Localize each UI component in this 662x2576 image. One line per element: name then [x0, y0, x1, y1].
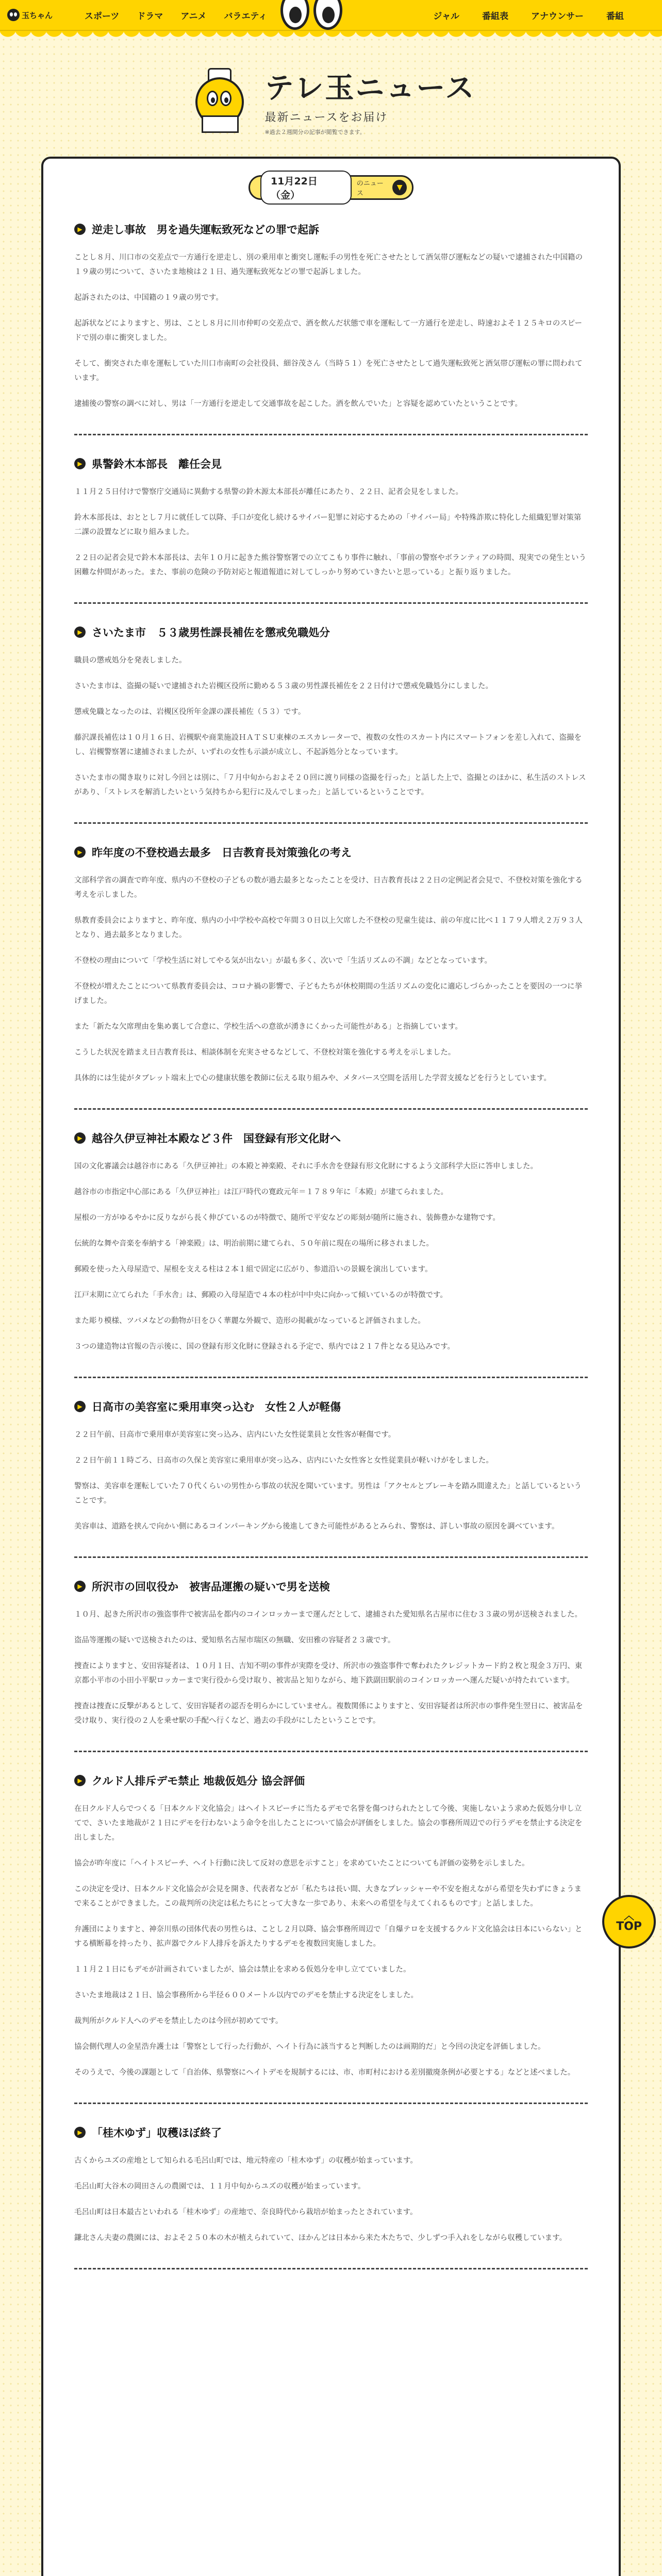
article-title: 日高市の美容室に乗用車突っ込む 女性２人が軽傷 — [92, 1401, 341, 1413]
article-paragraph: ２２日午前１１時ごろ、日高市の久保と美容室に乗用車が突っ込み、店内にいた女性客と女性従業員が軽いけがをしました。 — [74, 1456, 493, 1465]
article-paragraph: 警察は、美容車を運転していた７０代くらいの男性から事故の状況を聞いています。男性は「アクセルとブレーキを踏み間違えた」と話しているということです。 — [74, 1482, 582, 1505]
top-navigation-bar — [0, 0, 662, 31]
article-paragraph: 鈴木本部長は、おととし７月に就任して以降、手口が変化し続けるサイバー犯罪に対応するための「サイバー局」や特殊詐欺に特化した組織犯罪対策第二課の設置などに取り組みました。 — [74, 514, 582, 536]
article-title: 「桂木ゆず」収穫ほぼ終了 — [92, 2127, 222, 2139]
mascot-eyes-icon — [280, 0, 342, 30]
back-to-top-button[interactable] — [602, 1895, 656, 1948]
article-paragraph: ことし８月、川口市の交差点で一方通行を逆走し、別の乗用車と衝突し運転手の男性を死亡させたとして酒気帯び運転などの疑いで逮捕された中国籍の１９歳の男について、さいたま地検は２１日、過失運転致死などの罪で起訴しました。 — [74, 253, 583, 276]
page-subtitle: 最新ニュースをお届け — [264, 111, 388, 124]
article-paragraph: 協会側代理人の金星浩弁護士は「警察として行った行動が、ヘイト行為に該当すると判断したのは画期的だ」と今回の決定を評価しました。 — [74, 2043, 545, 2051]
article-paragraph: 文部科学省の調査で昨年度、県内の不登校の子どもの数が過去最多となったことを受け、日吉教育長は２２日の定例記者会見で、不登校対策を強化する考えを示しました。 — [74, 876, 583, 899]
article-title: 逆走し事故 男を過失運転致死などの罪で起訴 — [92, 224, 319, 236]
article-paragraph: 裁判所がクルド人へのデモを禁止したのは今回が初めてです。 — [74, 2017, 283, 2025]
article-paragraph: 職員の懲戒処分を発表しました。 — [74, 656, 187, 665]
article-paragraph: 起訴されたのは、中国籍の１９歳の男です。 — [74, 294, 223, 302]
news-article — [74, 1571, 588, 1752]
news-article — [74, 837, 588, 1110]
back-to-top-label: TOP — [616, 1920, 642, 1933]
news-article — [74, 1123, 588, 1378]
article-heading[interactable] — [74, 1399, 588, 1414]
play-arrow-icon: ▶ — [74, 458, 86, 469]
play-arrow-icon: ▶ — [74, 224, 86, 235]
article-paragraph: 美容車は、道路を挟んで向かい側にあるコインパーキングから後進してきた可能性があるとみられ、警察は、詳しい事故の原因を調べています。 — [74, 1522, 559, 1531]
article-heading[interactable] — [74, 1773, 588, 1788]
news-article — [74, 2117, 588, 2269]
header-wave-divider — [0, 31, 662, 46]
article-paragraph: 捜査は捜査に反撃があるとして、安田容疑者の認否を明らかにしていません。複数関係によりますと、安田容疑者は所沢市の事件発生翌日に、被害品を受け取り、実行役の２人を乗せ駅の手配へ行くなど、過去の手段がにしたということです。 — [74, 1702, 583, 1725]
article-paragraph: 江戸末期に立てられた「手水舎」は、郵殿の入母屋造で４本の柱が中中央に向かって傾いているのが特徴です。 — [74, 1291, 448, 1299]
article-title: 所沢市の回収役か 被害品運搬の疑いで男を送検 — [92, 1581, 330, 1593]
article-paragraph: 捜査によりますと、安田容疑者は、１０月１日、吉知不明の事件が実際を受け、所沢市の強盗事件で奪われたクレジットカード約２枚と現金３万円、東京都小平市の小田小平駅ロッカーまで実行役から受け取り、被害品と知りながら、地下鉄副田駅前のコインロッカーへ運んだ疑いが持たれています。 — [74, 1662, 583, 1685]
nav-item-drama[interactable]: ドラマ — [137, 11, 163, 22]
article-paragraph: 在日クルド人らでつくる「日本クルド文化協会」はヘイトスピーチに当たるデモで名誉を傷つけられたとして今後、実施しないよう求めた仮処分申し立てで、さいたま地裁が２１日にデモを行わないよう命令を出したことについて協会が評価をしました。協会の事務所周辺での行うデモを禁止する決定を出しました。 — [74, 1805, 583, 1842]
nav-item-announcer[interactable]: アナウンサー — [531, 11, 584, 22]
archive-note: ※過去２週間分の記事が閲覧できます。 — [264, 128, 366, 135]
nav-item-anime[interactable]: アニメ — [180, 11, 207, 22]
news-article — [74, 1392, 588, 1558]
mascot-newspaper-icon — [186, 62, 253, 139]
site-logo-label: 玉ちゃん — [22, 10, 53, 20]
play-arrow-icon: ▶ — [74, 626, 86, 638]
article-paragraph: 逮捕後の警察の調べに対し、男は「一方通行を逆走して交通事故を起こした。酒を飲んでいた」と容疑を認めていたということです。 — [74, 400, 522, 408]
article-paragraph: ２２日の記者会見で鈴木本部長は、去年１０月に起きた熊谷警察署での立てこもり事件に触れ、「事前の警察やボランティアの時間、現実での発生という困難な仲間があった。また、事前の危険の予防対応と報道報道に対してしっかり努めていきたいと思っている」と振り返りました。 — [74, 554, 586, 577]
news-panel — [41, 157, 621, 2576]
article-paragraph: こうした状況を踏まえ日吉教育長は、相談体制を充実させるなどして、不登校対策を強化する考えを示しました。 — [74, 1048, 456, 1057]
article-paragraph: この決定を受け、日本クルド文化協会が会見を開き、代表者などが「私たちは長い間、大きなプレッシャーや不安を抱えながら希望を失わずにきょうまで来ることができました。この裁判所の決定は私たちにとって大きな一歩であり、未来への希望を与えてくれるものです」と話しました。 — [74, 1885, 582, 1908]
article-paragraph: 起訴状などによりますと、男は、ことし８月に川市仲町の交差点で、酒を飲んだ状態で車を運転して一方通行を逆走し、時速およそ１２５キロのスピードで別の車に衝突しました。 — [74, 319, 583, 342]
article-paragraph: さいたま地裁は２１日、協会事務所から半径６００メートル以内でのデモを禁止する決定をしました。 — [74, 1991, 418, 1999]
nav-item-variety[interactable]: バラエティ — [224, 11, 268, 22]
article-paragraph: ２２日午前、日高市で乗用車が美容室に突っ込み、店内にいた女性従業員と女性客が軽傷です。 — [74, 1431, 396, 1439]
nav-right — [433, 9, 624, 22]
page-hero — [0, 46, 662, 157]
article-paragraph: 不登校が増えたことについて県教育委員会は、コロナ禍の影響で、子どもたちが休校期間の生活リズムの変化に適応しづらかったことを要因の一つに挙げました。 — [74, 982, 583, 1005]
article-paragraph: １０月、起きた所沢市の強盗事件で被害品を都内のコインロッカーまで運んだとして、逮捕された愛知県名古屋市に住む３３歳の男が送検されました。 — [74, 1611, 582, 1619]
article-paragraph: 弁護団によりますと、神奈川県の団体代表の男性らは、ことし２月以降、協会事務所周辺で「自爆テロを支援するクルド文化協会は日本にいらない」とする横断幕を持ったり、拡声器でクルド人排斥を訴えたりするデモを複数回実施しました。 — [74, 1925, 583, 1948]
nav-item-genre[interactable]: ジャル — [433, 11, 459, 22]
article-paragraph: 伝統的な舞や音楽を奉納する「神楽殿」は、明治前期に建てられ、５０年前に現在の場所に移されました。 — [74, 1240, 434, 1248]
article-paragraph: さいたま市の聞き取りに対し今回とは別に、「７月中旬からおよそ２０回に渡り同様の盗撮を行った」と話した上で、盗撮とのほかに、私生活のストレスがあり、「ストレスを解消したいという気持ちから犯行に及んでしまった」と話しているということです。 — [74, 774, 586, 796]
play-arrow-icon: ▶ — [74, 1775, 86, 1786]
news-article — [74, 214, 588, 435]
site-logo[interactable] — [7, 9, 69, 21]
article-paragraph: さいたま市は、盗撮の疑いで逮捕された岩槻区役所に勤める５３歳の男性課長補佐を２２日付けで懲戒免職処分にしました。 — [74, 682, 493, 690]
date-selector-label: のニュース — [356, 180, 384, 197]
article-list — [74, 214, 588, 2269]
article-paragraph: 懲戒免職となったのは、岩槻区役所年金課の課長補佐（５３）です。 — [74, 708, 306, 716]
article-heading[interactable] — [74, 2125, 588, 2140]
article-paragraph: 鎌北さん夫妻の農園には、およそ２５０本の木が植えられていて、ほかんどは日本から来た木たちで、少しずつ手入れをしながら収穫しています。 — [74, 2234, 567, 2242]
article-paragraph: また彫り模様、ツバメなどの動物が目をひく華麗な外観で、造形の掲載がなっていると評価されました。 — [74, 1317, 425, 1325]
article-paragraph: そのうえで、今後の課題として「自治体、県警察にヘイトデモを規制するには、市、市町村における差別撤廃条例が必要とする」などと述べました。 — [74, 2069, 575, 2077]
article-paragraph: 郵殿を使った入母屋造で、屋根を支える柱は２本１組で固定に広がり、参道沿いの景観を演出しています。 — [74, 1265, 433, 1274]
play-arrow-icon: ▶ — [74, 1581, 86, 1592]
page-title: テレ玉ニュース — [264, 71, 476, 105]
article-title: 県警鈴木本部長 離任会見 — [92, 458, 222, 470]
play-arrow-icon: ▶ — [74, 2127, 86, 2138]
article-paragraph: 屋根の一方がゆるやかに反りながら長く伸びているのが特徴で、随所で平安などの彫刻が随所に施され、装飾豊かな建物です。 — [74, 1214, 500, 1222]
news-article — [74, 1766, 588, 2104]
article-paragraph: 古くからユズの産地として知られる毛呂山町では、地元特産の「桂木ゆず」の収穫が始まっています。 — [74, 2157, 418, 2165]
play-arrow-icon: ▶ — [74, 1401, 86, 1412]
date-selector[interactable] — [249, 175, 413, 200]
nav-item-sports[interactable]: スポーツ — [85, 11, 120, 22]
article-paragraph: また「新たな欠席理由を集め裏して合意に、学校生活への意欲が湧きにくかった可能性がある」と指摘しています。 — [74, 1023, 462, 1031]
article-paragraph: 毛呂山町は日本最古といわれる「桂木ゆず」の産地で、奈良時代から栽培が始まったとされています。 — [74, 2208, 418, 2216]
article-paragraph: 盗品等運搬の疑いで送検されたのは、愛知県名古屋市瑞区の無職、安田雅の容疑者２３歳です。 — [74, 1636, 395, 1645]
article-heading[interactable] — [74, 456, 588, 471]
news-article — [74, 449, 588, 604]
article-paragraph: 国の文化審議会は越谷市にある「久伊豆神社」の本殿と神楽殿、それに手水舎を登録有形文化財にするよう文部科学大臣に答申しました。 — [74, 1162, 538, 1171]
nav-left — [85, 9, 267, 22]
article-paragraph: 協会が昨年度に「ヘイトスピーチ、ヘイト行動に決して反対の意思を示すこと」を求めていたことについても評価の姿勢を示しました。 — [74, 1859, 529, 1868]
article-paragraph: １１月２５日付けで警察庁交通局に異動する県警の鈴木源太本部長が離任にあたり、２２日、記者会見をしました。 — [74, 488, 463, 496]
nav-item-programs[interactable]: 番組 — [606, 11, 624, 22]
article-paragraph: 藤沢課長補佐は１０月１６日、岩槻駅や商業施設ＨＡＴＳＵ東棟のエスカレーターで、複数の女性のスカート内にスマートフォンを差し入れて、盗撮をし、岩槻警察署に逮捕されましたが、いずれの女性も示談が成立し、不起訴処分となっています。 — [74, 734, 582, 756]
chevron-up-icon: ︿ — [624, 1909, 634, 1922]
article-heading[interactable] — [74, 1130, 588, 1146]
article-title: 昨年度の不登校過去最多 日吉教育長対策強化の考え — [92, 846, 352, 859]
article-title: さいたま市 ５３歳男性課長補佐を懲戒免職処分 — [92, 626, 330, 639]
nav-item-schedule[interactable]: 番組表 — [482, 11, 508, 22]
article-paragraph: ３つの建造物は官報の告示後に、国の登録有形文化財に登録される予定で、県内では２１７件となる見込みです。 — [74, 1343, 455, 1351]
article-paragraph: １１月２１日にもデモが計画されていましたが、協会は禁止を求める仮処分を申し立てていました。 — [74, 1965, 411, 1974]
chevron-down-icon[interactable]: ▼ — [392, 180, 407, 195]
article-heading[interactable] — [74, 1579, 588, 1594]
article-paragraph: 具体的には生徒がタブレット端末上で心の健康状態を教師に伝える取り組みや、メタバース空間を活用した学習支援などを行うとしています。 — [74, 1074, 551, 1082]
article-title: クルド人排斥デモ禁止 地裁仮処分 協会評価 — [92, 1775, 305, 1787]
article-heading[interactable] — [74, 222, 588, 237]
news-article — [74, 617, 588, 824]
article-paragraph: 毛呂山町大谷木の岡田さんの農園では、１１月中旬からユズの収穫が始まっています。 — [74, 2182, 366, 2191]
article-heading[interactable] — [74, 844, 588, 860]
selected-date: 11月22日（金） — [260, 171, 352, 205]
play-arrow-icon: ▶ — [74, 1132, 86, 1144]
article-heading[interactable] — [74, 624, 588, 640]
article-paragraph: そして、衝突された車を運転していた川口市南町の会社役員、細谷茂さん（当時５１）を死亡させたとして過失運転致死と酒気帯び運転の罪に問われています。 — [74, 360, 583, 382]
mascot-face-icon — [7, 9, 20, 21]
article-paragraph: 越谷市の市指定中心部にある「久伊豆神社」は江戸時代の寛政元年＝１７８９年に「本殿」が建てられました。 — [74, 1188, 448, 1196]
article-title: 越谷久伊豆神社本殿など３件 国登録有形文化財へ — [92, 1132, 341, 1145]
article-paragraph: 不登校の理由について「学校生活に対してやる気が出ない」が最も多く、次いで「生活リズムの不調」などとなっています。 — [74, 957, 492, 965]
play-arrow-icon: ▶ — [74, 846, 86, 858]
article-paragraph: 県教育委員会によりますと、昨年度、県内の小中学校や高校で年間３０日以上欠席した不登校の児童生徒は、前の年度に比べ１１７９人増え２万９３人となり、過去最多となりました。 — [74, 917, 583, 939]
